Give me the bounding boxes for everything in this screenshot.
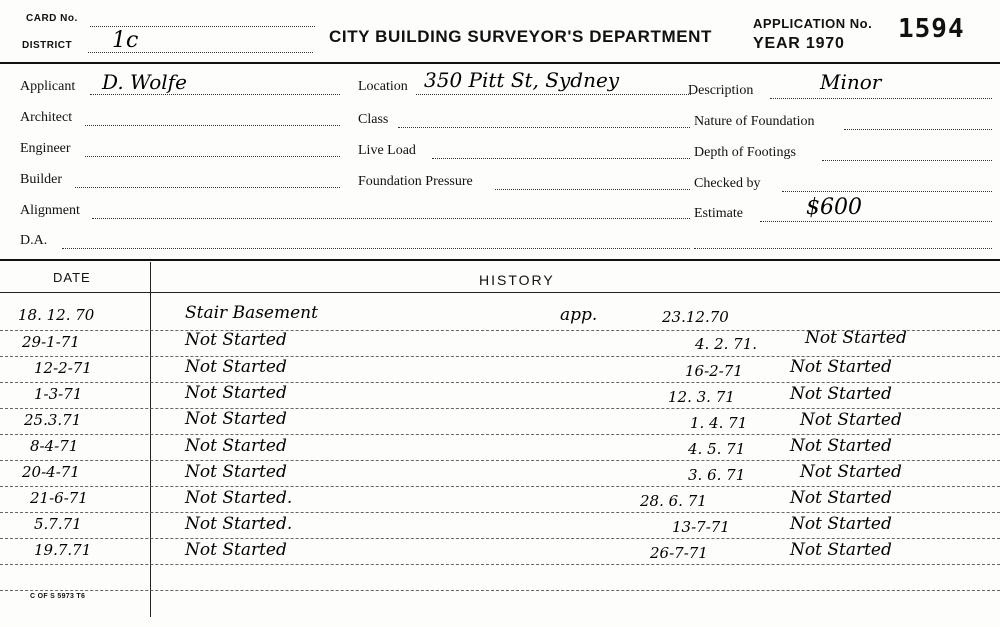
card-no-label: CARD No. [26, 13, 78, 24]
application-no-label: APPLICATION No. [753, 16, 873, 31]
history-rule [0, 512, 1000, 513]
history-rule [0, 460, 1000, 461]
history-note-2: Not Started [790, 540, 892, 560]
architect-label: Architect [20, 110, 73, 125]
district-value: 1c [112, 28, 139, 53]
da-label: D.A. [20, 233, 48, 248]
history-date: 1-3-71 [34, 385, 83, 403]
history-note-2: Not Started [790, 384, 892, 404]
history-rule [0, 538, 1000, 539]
alignment-label: Alignment [20, 203, 80, 218]
description-line [770, 98, 992, 99]
history-date: 20-4-71 [22, 463, 80, 481]
history-note: Stair Basement [185, 303, 318, 323]
print-code: C OF S 5973 T6 [30, 593, 86, 600]
application-number: 1594 [898, 14, 965, 44]
history-date-2: 3. 6. 71 [688, 466, 746, 484]
da-line-right [694, 248, 992, 249]
architect-line [85, 125, 340, 126]
depth-label: Depth of Footings [694, 145, 796, 160]
location-line [416, 94, 691, 95]
depth-line [822, 160, 992, 161]
checked-by-line [782, 191, 992, 192]
history-note: Not Started [185, 462, 287, 482]
applicant-line [90, 94, 340, 95]
history-approval-mark: app. [560, 305, 598, 325]
history-note: Not Started. [185, 514, 293, 534]
year-label: YEAR 1970 [753, 35, 845, 52]
class-label: Class [358, 112, 389, 127]
history-date: 21-6-71 [30, 489, 88, 507]
builder-label: Builder [20, 172, 62, 187]
history-date-2: 12. 3. 71 [668, 388, 735, 406]
history-date-2: 13-7-71 [672, 518, 730, 536]
nature-label: Nature of Foundation [694, 114, 815, 129]
history-column-header: HISTORY [479, 272, 555, 288]
history-note-2: Not Started [790, 357, 892, 377]
header-divider [0, 62, 1000, 64]
date-column-header: DATE [53, 270, 91, 285]
checked-by-label: Checked by [694, 176, 761, 191]
history-rule [0, 486, 1000, 487]
district-label: DISTRICT [22, 40, 73, 51]
live-load-line [432, 158, 690, 159]
description-label: Description [688, 83, 754, 98]
history-note-2: Not Started [790, 436, 892, 456]
applicant-label: Applicant [20, 79, 76, 94]
history-date-2: 1. 4. 71 [690, 414, 748, 432]
history-note: Not Started [185, 409, 287, 429]
history-rule [0, 434, 1000, 435]
nature-line [844, 129, 992, 130]
history-note-2: Not Started [800, 410, 902, 430]
description-value: Minor [820, 70, 882, 94]
history-rule [0, 382, 1000, 383]
alignment-line [92, 218, 690, 219]
fields-divider [0, 259, 1000, 261]
card-no-line [90, 26, 315, 27]
estimate-label: Estimate [694, 206, 743, 221]
history-note: Not Started [185, 436, 287, 456]
history-note: Not Started [185, 383, 287, 403]
engineer-label: Engineer [20, 141, 71, 156]
history-date: 29-1-71 [22, 333, 80, 351]
class-line [398, 127, 690, 128]
da-line [62, 248, 690, 249]
history-date: 12-2-71 [34, 359, 92, 377]
history-rule [0, 590, 1000, 591]
history-note: Not Started [185, 357, 287, 377]
history-note: Not Started [185, 330, 287, 350]
history-date: 18. 12. 70 [18, 306, 95, 324]
applicant-value: D. Wolfe [102, 70, 187, 94]
history-rule [0, 564, 1000, 565]
history-note-2: Not Started [790, 488, 892, 508]
history-date: 19.7.71 [34, 541, 92, 559]
estimate-line [760, 221, 992, 222]
history-date-2: 23.12.70 [662, 308, 729, 326]
history-date-2: 16-2-71 [685, 362, 743, 380]
history-rule [0, 408, 1000, 409]
pressure-label: Foundation Pressure [358, 174, 473, 189]
estimate-value: $600 [806, 195, 862, 220]
location-value: 350 Pitt St, Sydney [424, 68, 620, 92]
history-note-2: Not Started [800, 462, 902, 482]
history-note-2: Not Started [790, 514, 892, 534]
history-date-2: 4. 2. 71. [695, 335, 758, 353]
history-date-2: 26-7-71 [650, 544, 708, 562]
live-load-label: Live Load [358, 143, 416, 158]
history-date: 5.7.71 [34, 515, 82, 533]
history-note: Not Started. [185, 488, 293, 508]
history-date: 25.3.71 [24, 411, 82, 429]
history-note-2: Not Started [805, 328, 907, 348]
history-date: 8-4-71 [30, 437, 79, 455]
history-date-2: 4. 5. 71 [688, 440, 746, 458]
builder-line [75, 187, 340, 188]
history-note: Not Started [185, 540, 287, 560]
history-date-2: 28. 6. 71 [640, 492, 707, 510]
card-title: CITY BUILDING SURVEYOR'S DEPARTMENT [329, 27, 713, 46]
pressure-line [495, 189, 690, 190]
location-label: Location [358, 79, 408, 94]
engineer-line [85, 156, 340, 157]
